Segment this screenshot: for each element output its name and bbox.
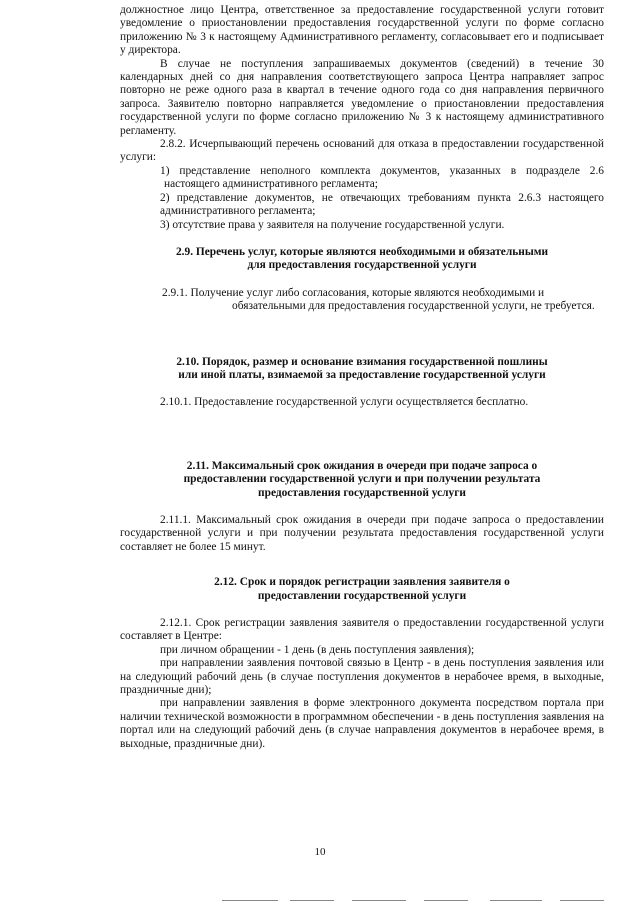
- refusal-ground-1: 1) представление неполного комплекта документов, указанных в подразделе 2.6 настоящего административного регламента;: [160, 164, 604, 191]
- registration-item-electronic: при направлении заявления в форме электронного документа посредством портала при наличии технической возможности в программном обеспечении - в день поступления заявления на портал или на следующий рабочий день (в случае направления документов в нерабочее время, в выходные, праздничные дни).: [120, 697, 604, 750]
- heading-line: предоставления государственной услуги: [258, 486, 466, 499]
- footer-rule: [560, 900, 604, 901]
- heading-line: 2.10. Порядок, размер и основание взимания государственной пошлины: [176, 355, 548, 368]
- registration-item-post: при направлении заявления почтовой связью в Центр - в день поступления заявления или на следующий рабочий день (в случае поступления документов в нерабочее время, в выходные, праздничные дни);: [120, 657, 604, 697]
- footer-rule: [290, 900, 334, 901]
- heading-line: для предоставления государственной услуги: [247, 259, 477, 272]
- paragraph-2-12-1: 2.12.1. Срок регистрации заявления заявителя о предоставлении государственной услуги составляет в Центре:: [120, 617, 604, 643]
- footer-rule: [424, 900, 468, 901]
- section-heading-2-9: [120, 246, 604, 273]
- document-page: [120, 4, 604, 751]
- refusal-ground-3: 3) отсутствие права у заявителя на получение государственной услуги.: [160, 218, 505, 231]
- section-heading-2-10: [120, 356, 604, 383]
- heading-line: 2.12. Срок и порядок регистрации заявления заявителя о: [214, 576, 510, 589]
- section-heading-2-11: [120, 460, 604, 500]
- heading-line: 2.9. Перечень услуг, которые являются необходимыми и обязательными: [175, 245, 549, 258]
- footer-rule: [352, 900, 406, 901]
- registration-item-personal: при личном обращении - 1 день (в день поступления заявления);: [160, 643, 475, 656]
- paragraph-2-10-1: 2.10.1. Предоставление государственной услуги осуществляется бесплатно.: [160, 396, 529, 409]
- heading-line: предоставлении государственной услуги и при получении результата: [183, 473, 541, 486]
- heading-line: или иной платы, взимаемой за предоставление государственной услуги: [178, 368, 546, 381]
- paragraph-repeat-request: В случае не поступления запрашиваемых документов (сведений) в течение 30 календарных дней со дня направления соответствующего запроса Центра направляет запрос повторно не реже одного раза в квартал в течение одного года со дня направления первичного запроса. Заявителю повторно направляется уведомление о приостановлении предоставления государственной услуги по форме согласно приложению № 3 к настоящему административного регламенту.: [120, 57, 604, 137]
- section-heading-2-12: [120, 576, 604, 603]
- paragraph-refusal-grounds: 2.8.2. Исчерпывающий перечень оснований для отказа в предоставлении государственной услуги:: [120, 138, 604, 164]
- footer-rule: [490, 900, 542, 901]
- page-number: 10: [314, 846, 326, 858]
- refusal-ground-2: 2) представление документов, не отвечающих требованиям пункта 2.6.3 настоящего административного регламента;: [160, 191, 604, 218]
- paragraph-notice-preparation: должностное лицо Центра, ответственное за предоставление государственной услуги готовит уведомление о приостановлении предоставления государственной услуги по форме согласно приложению № 3 к настоящему Административного регламенту, согласовывает его и подписывает у директора.: [120, 4, 604, 57]
- paragraph-2-11-1: 2.11.1. Максимальный срок ожидания в очереди при подаче запроса о предоставлении государственной услуги и при получении результата предоставления государственной услуги составляет не более 15 минут.: [120, 513, 604, 553]
- heading-line: предоставлении государственной услуги: [257, 589, 467, 602]
- heading-line: 2.11. Максимальный срок ожидания в очереди при подаче запроса о: [186, 459, 538, 472]
- footer-rule: [222, 900, 278, 901]
- paragraph-2-9-1: 2.9.1. Получение услуг либо согласования, которые являются необходимыми и обязательными для предоставления государственной услуги, не требуется.: [162, 286, 595, 313]
